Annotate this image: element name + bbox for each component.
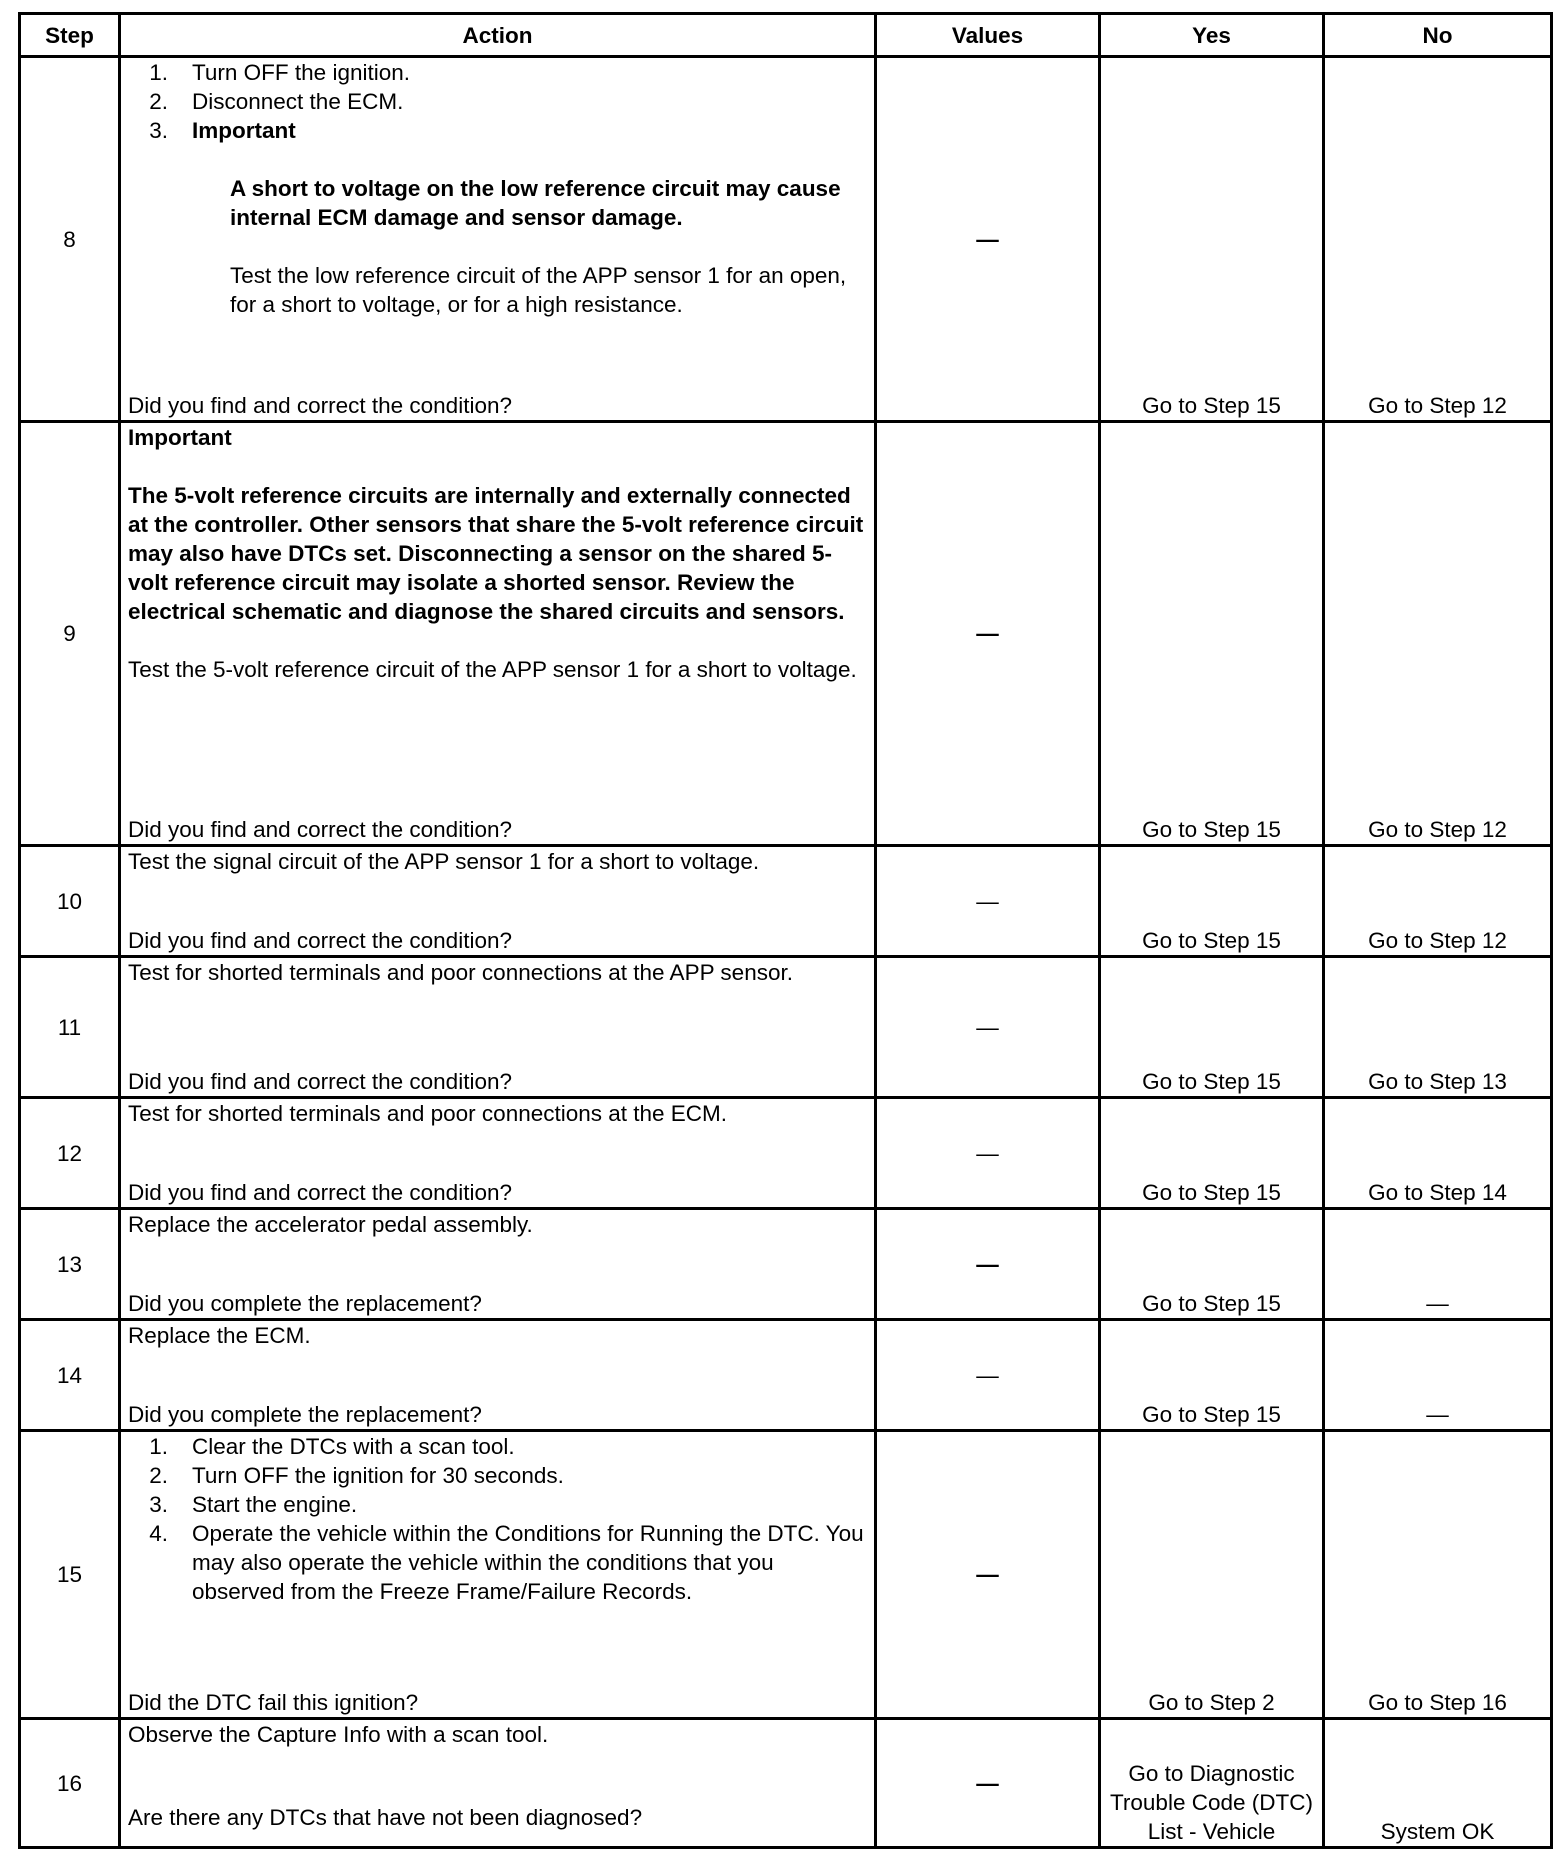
step-number: 13 <box>20 1209 120 1320</box>
values-cell: — <box>876 1431 1100 1719</box>
important-note: A short to voltage on the low reference circuit may cause internal ECM damage and sensor damage. <box>230 176 841 230</box>
step-number: 11 <box>20 957 120 1098</box>
yes-cell: Go to Step 15 <box>1100 1098 1324 1209</box>
diagnostic-table <box>18 12 1553 1849</box>
no-cell: Go to Step 13 <box>1324 957 1552 1098</box>
table-row <box>20 1209 1552 1320</box>
test-instruction: Test the 5-volt reference circuit of the APP sensor 1 for a short to voltage. <box>128 657 857 682</box>
table-row <box>20 1719 1552 1848</box>
no-cell: Go to Step 16 <box>1324 1431 1552 1719</box>
action-cell <box>120 957 876 1098</box>
list-item: 1. Turn OFF the ignition. <box>149 60 411 85</box>
question: Did you find and correct the condition? <box>128 1180 512 1205</box>
action-text: Test for shorted terminals and poor connections at the APP sensor. <box>128 960 793 985</box>
table-row <box>20 1431 1552 1719</box>
action-text: Replace the accelerator pedal assembly. <box>128 1212 533 1237</box>
action-cell <box>120 422 876 846</box>
yes-cell: Go to Step 15 <box>1100 57 1324 422</box>
question: Did you complete the replacement? <box>128 1291 482 1316</box>
action-text: Test for shorted terminals and poor connections at the ECM. <box>128 1101 728 1126</box>
yes-cell: Go to Step 15 <box>1100 957 1324 1098</box>
question: Did you find and correct the condition? <box>128 393 512 418</box>
table-row <box>20 957 1552 1098</box>
table-row <box>20 57 1552 422</box>
no-cell: — <box>1324 1209 1552 1320</box>
question: Are there any DTCs that have not been diagnosed? <box>128 1805 643 1830</box>
yes-cell: Go to Diagnostic Trouble Code (DTC) List - Vehicle <box>1100 1719 1324 1848</box>
step-number: 15 <box>20 1431 120 1719</box>
action-cell <box>120 1098 876 1209</box>
test-instruction: Test the low reference circuit of the APP sensor 1 for an open, for a short to voltage, or for a high resistance. <box>230 263 847 317</box>
important-label: Important <box>128 425 232 450</box>
action-cell <box>120 846 876 957</box>
action-cell <box>120 1719 876 1848</box>
action-text: Observe the Capture Info with a scan tool. <box>128 1722 549 1747</box>
action-text: Replace the ECM. <box>128 1323 311 1348</box>
action-cell <box>120 1320 876 1431</box>
header-action: Action <box>120 14 876 57</box>
yes-cell: Go to Step 15 <box>1100 1209 1324 1320</box>
values-cell: — <box>876 957 1100 1098</box>
list-item: 1. Clear the DTCs with a scan tool. <box>149 1434 515 1459</box>
list-item: 2. Turn OFF the ignition for 30 seconds. <box>149 1463 564 1488</box>
list-item: 3. Start the engine. <box>149 1492 358 1517</box>
step-number: 12 <box>20 1098 120 1209</box>
header-values: Values <box>876 14 1100 57</box>
action-cell <box>120 57 876 422</box>
table-row <box>20 1098 1552 1209</box>
header-step: Step <box>20 14 120 57</box>
step-number: 16 <box>20 1719 120 1848</box>
step-number: 10 <box>20 846 120 957</box>
values-cell: — <box>876 422 1100 846</box>
yes-cell: Go to Step 15 <box>1100 1320 1324 1431</box>
list-item: 2. Disconnect the ECM. <box>149 89 404 114</box>
values-cell: — <box>876 1098 1100 1209</box>
question: Did you find and correct the condition? <box>128 817 512 842</box>
action-text: Test the signal circuit of the APP sensor 1 for a short to voltage. <box>128 849 760 874</box>
list-item: 3. Important <box>149 118 296 143</box>
header-no: No <box>1324 14 1552 57</box>
step-number: 8 <box>20 57 120 422</box>
yes-cell: Go to Step 2 <box>1100 1431 1324 1719</box>
action-cell <box>120 1431 876 1719</box>
no-cell: — <box>1324 1320 1552 1431</box>
header-row <box>20 14 1552 57</box>
no-cell: Go to Step 12 <box>1324 422 1552 846</box>
table-row <box>20 1320 1552 1431</box>
no-cell: Go to Step 14 <box>1324 1098 1552 1209</box>
step-number: 9 <box>20 422 120 846</box>
values-cell: — <box>876 1320 1100 1431</box>
question: Did you complete the replacement? <box>128 1402 482 1427</box>
important-note: The 5-volt reference circuits are internally and externally connected at the controller. Other sensors that share the 5-volt reference circuit may also have DTCs set. Disconnecting a sensor on the shared 5-volt reference circuit may isolate a shorted sensor. Review the electrical schematic and diagnose the shared circuits and sensors. <box>128 483 864 624</box>
header-yes: Yes <box>1100 14 1324 57</box>
step-number: 14 <box>20 1320 120 1431</box>
action-cell <box>120 1209 876 1320</box>
values-cell: — <box>876 1719 1100 1848</box>
no-cell: System OK <box>1324 1719 1552 1848</box>
table-row <box>20 846 1552 957</box>
yes-cell: Go to Step 15 <box>1100 422 1324 846</box>
table-row <box>20 422 1552 846</box>
no-cell: Go to Step 12 <box>1324 57 1552 422</box>
question: Did you find and correct the condition? <box>128 928 512 953</box>
values-cell: — <box>876 57 1100 422</box>
no-cell: Go to Step 12 <box>1324 846 1552 957</box>
list-item: 4. Operate the vehicle within the Conditions for Running the DTC. You may also operate the vehicle within the conditions that you observed from the Freeze Frame/Failure Records. <box>149 1521 864 1604</box>
question: Did the DTC fail this ignition? <box>128 1690 419 1715</box>
question: Did you find and correct the condition? <box>128 1069 512 1094</box>
values-cell: — <box>876 846 1100 957</box>
values-cell: — <box>876 1209 1100 1320</box>
yes-cell: Go to Step 15 <box>1100 846 1324 957</box>
